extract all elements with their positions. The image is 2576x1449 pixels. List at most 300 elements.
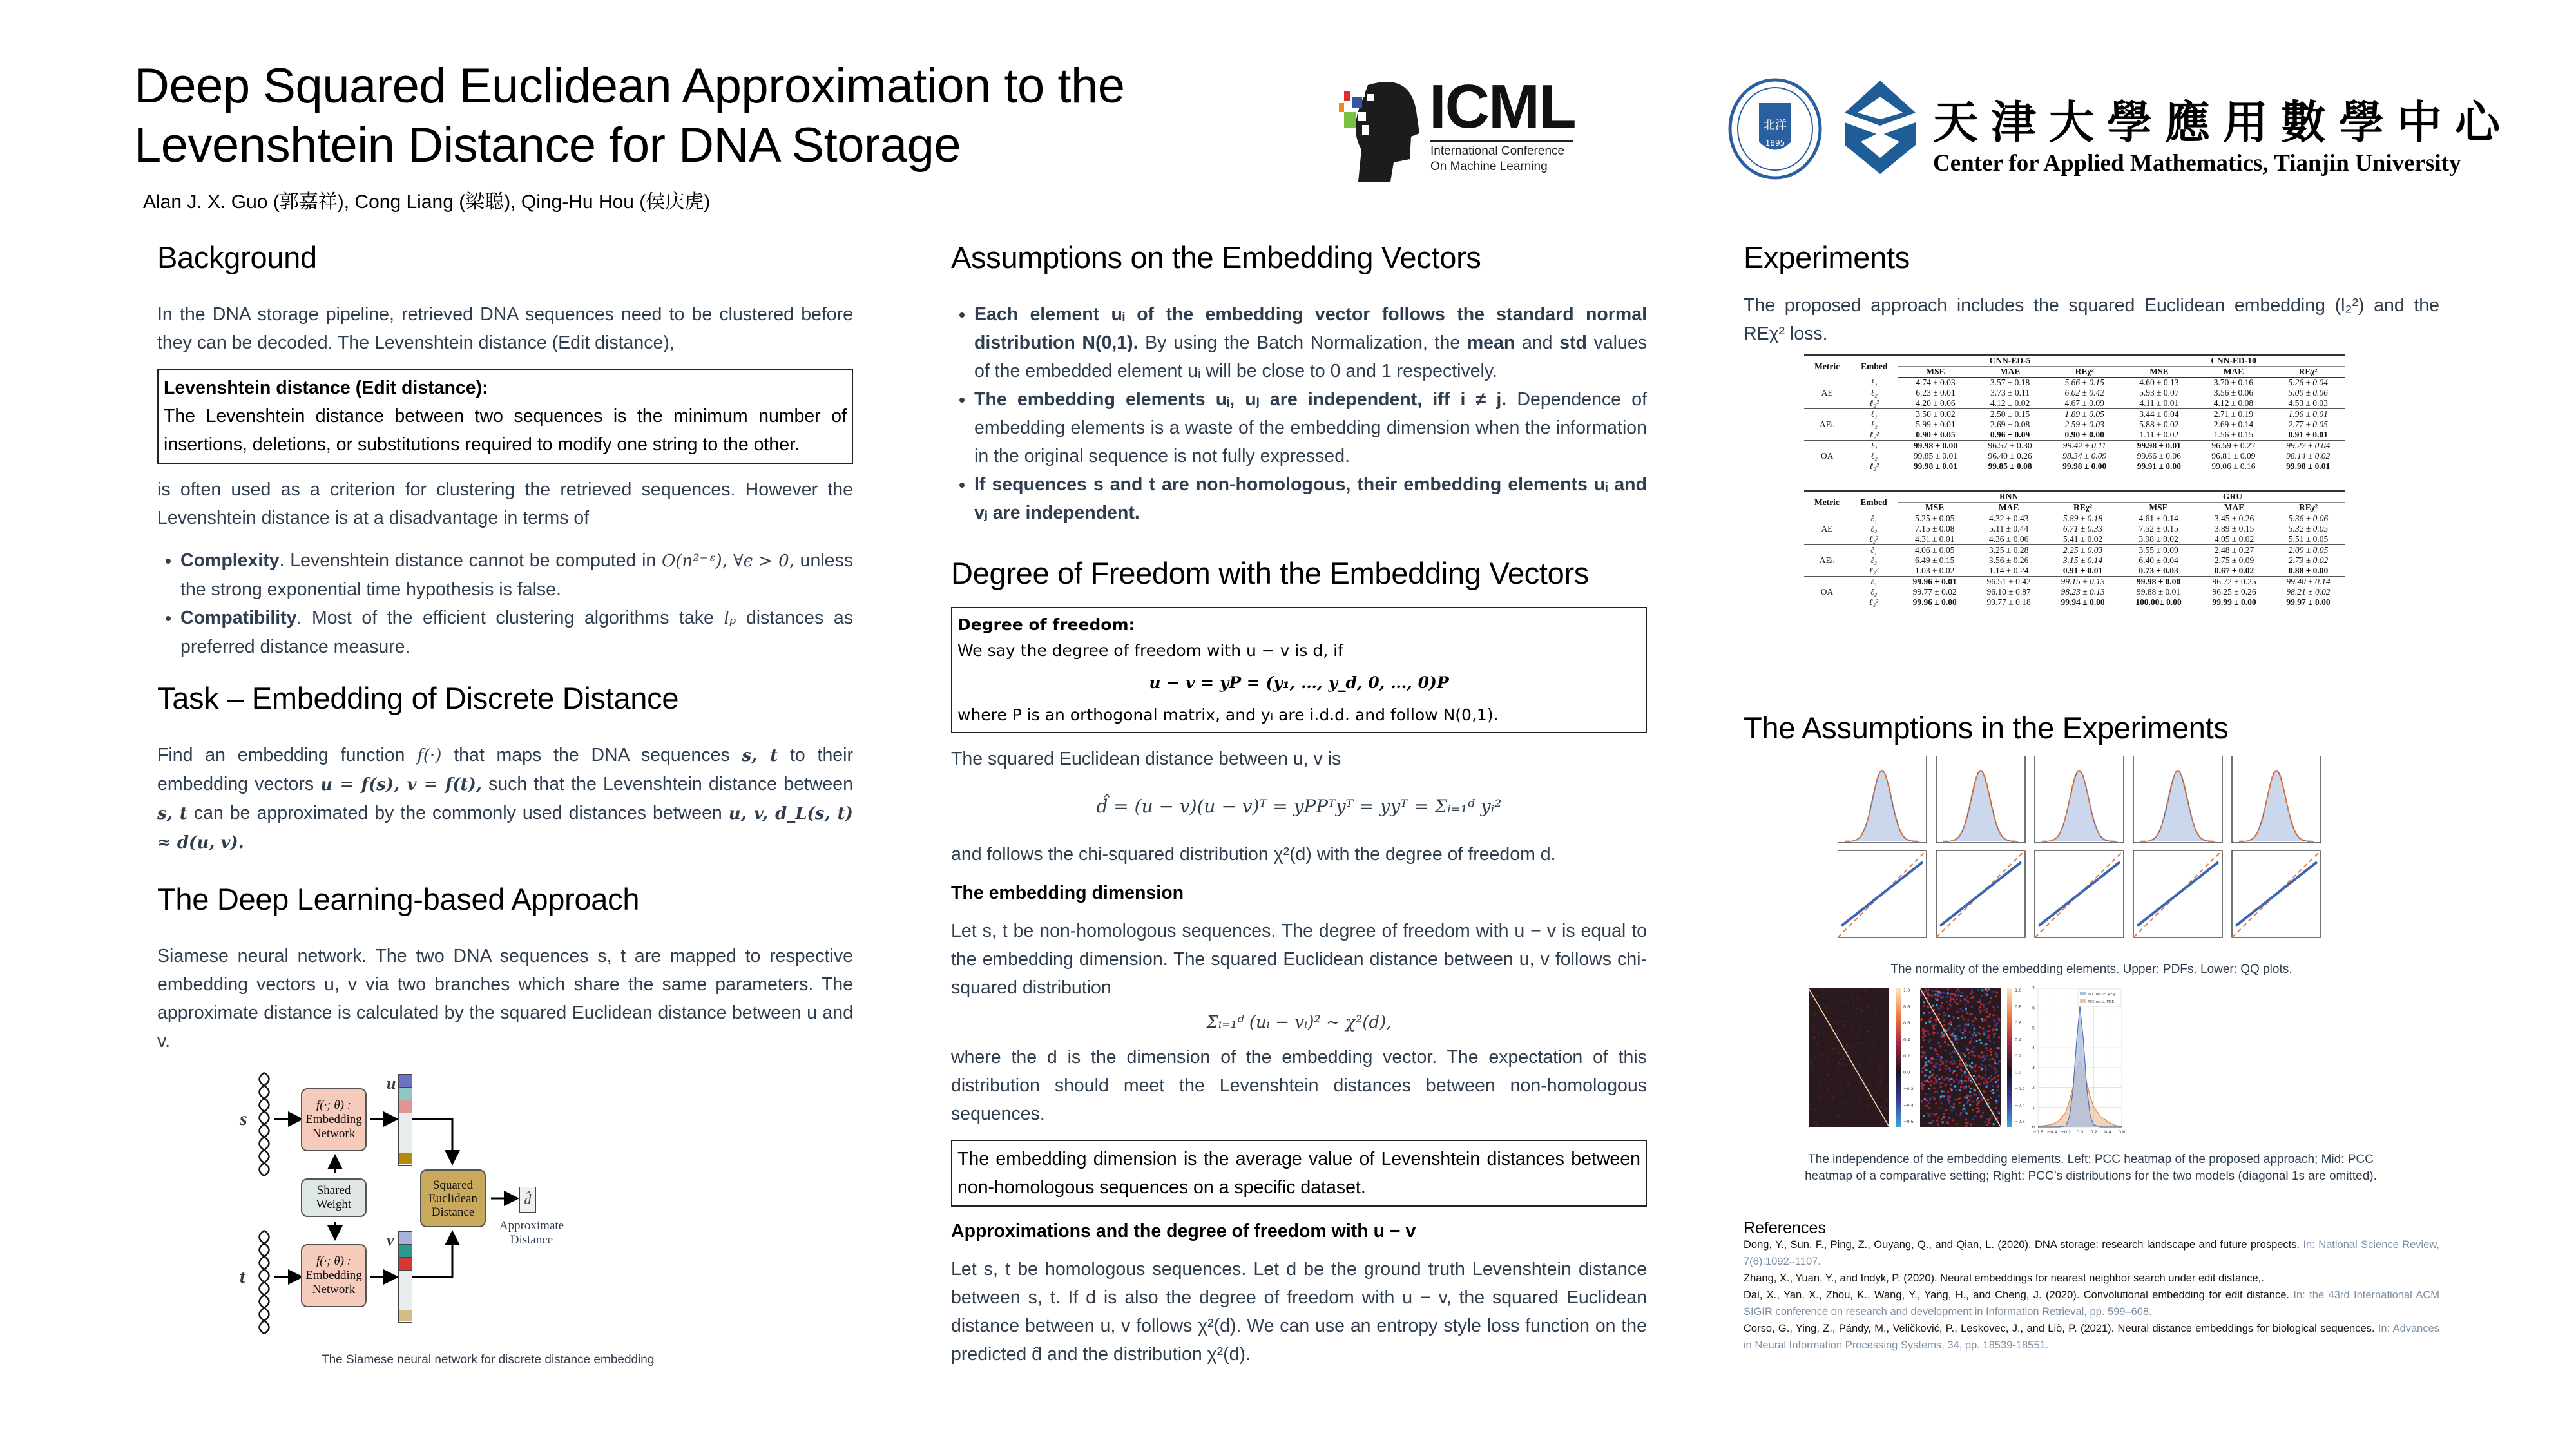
heatmap-cell [1976, 1040, 1978, 1042]
value-cell: 96.57 ± 0.30 [1988, 441, 2032, 450]
heatmap-cell [1823, 1078, 1825, 1080]
heatmap-cell [1867, 1006, 1869, 1008]
value-cell: 0.67 ± 0.02 [2197, 566, 2271, 577]
heatmap-cell [1963, 1104, 1965, 1106]
heatmap-cell [1823, 1035, 1825, 1037]
vector-v-label: v [387, 1231, 394, 1249]
value-cell: 2.09 ± 0.05 [2288, 545, 2329, 555]
heatmap-cell [1814, 1057, 1816, 1059]
emb-dim-equation: Σᵢ₌₁ᵈ (uᵢ − vᵢ)² ~ χ²(d), [1206, 1013, 1392, 1032]
heatmap-cell [1971, 1013, 1973, 1015]
value-cell: 5.11 ± 0.44 [1989, 524, 2029, 533]
heatmap-cell [1831, 1012, 1832, 1013]
heatmap-cell [1840, 1082, 1841, 1084]
heatmap-cell [1977, 1001, 1979, 1003]
heatmap-cell [1923, 1033, 1925, 1035]
heatmap-cell [1979, 1083, 1981, 1085]
heatmap-cell [1978, 1075, 1980, 1077]
value-cell: 0.91 ± 0.01 [2046, 566, 2120, 577]
x-tick-label: 0.0 [2076, 1129, 2084, 1135]
heatmap-cell [1928, 1107, 1930, 1109]
heatmap-cell [1933, 1065, 1935, 1067]
heatmap-cell [1809, 1103, 1811, 1105]
heatmap-cell [1988, 1016, 1990, 1018]
heatmap-cell [1968, 1058, 1970, 1060]
heatmap-cell [1990, 1048, 1992, 1050]
heatmap-cell [1878, 1087, 1880, 1089]
legend-swatch [2080, 992, 2086, 995]
definition-body: The Levenshtein distance between two sequences is the minimum number of insertions, deletions, or substitutions required to modify one string to the other. [164, 406, 847, 455]
embed-cell: ℓ₂² [1850, 566, 1898, 577]
heatmap-cell [1990, 1097, 1992, 1099]
heatmap-cell [1963, 1018, 1965, 1020]
heatmap-cell [1936, 1091, 1938, 1093]
heatmap-cell [1930, 995, 1932, 997]
heatmap-cell [1964, 1096, 1966, 1098]
heatmap-cell [1961, 992, 1963, 993]
value-cell: 96.40 ± 0.26 [1988, 451, 2032, 461]
heatmap-cell [1953, 1080, 1955, 1082]
heatmap-cell [1997, 1047, 1999, 1049]
heatmap-cell [1947, 1008, 1949, 1010]
heatmap-cell [1986, 1124, 1988, 1126]
heatmap-cell [1847, 1012, 1849, 1014]
heatmap-cell [1957, 1098, 1959, 1100]
heatmap-cell [1995, 1055, 1997, 1057]
value-cell: 4.67 ± 0.09 [2047, 398, 2122, 409]
heatmap-cell [1947, 1091, 1949, 1093]
icml-head-icon [1339, 72, 1423, 182]
heatmap-cell [1985, 1121, 1986, 1123]
heatmap-cell [1996, 1023, 1998, 1025]
loss-header: MSE [2120, 503, 2197, 513]
sq-after: and follows the chi-squared distribution χ²(d) with the degree of freedom d. [951, 844, 1556, 865]
heatmap-cell [1950, 1078, 1952, 1080]
value-cell: 3.73 ± 0.11 [1990, 388, 2030, 398]
heatmap-cell [1940, 1005, 1942, 1007]
value-cell: 4.12 ± 0.08 [2196, 398, 2271, 409]
value-cell: 4.60 ± 0.13 [2139, 378, 2179, 387]
heading-embedding-dimension: The embedding dimension [951, 883, 1184, 903]
heatmap-cell [1945, 1109, 1947, 1111]
table-row [1804, 430, 2345, 441]
heatmap-cell [1952, 1051, 1954, 1053]
disadvantage-list [157, 546, 853, 661]
heatmap-cell [1981, 1068, 1983, 1070]
definition-title: Levenshtein distance (Edit distance): [164, 378, 488, 398]
value-cell: 98.21 ± 0.02 [2286, 587, 2331, 597]
heatmap-cell [1979, 1093, 1981, 1095]
heatmap-cell [1954, 1035, 1956, 1037]
heatmap-cell [1929, 1039, 1931, 1041]
embed-cell: ℓ₂ [1870, 451, 1878, 461]
arrow-u-to-sq [412, 1119, 452, 1162]
heatmap-cell [1961, 1082, 1963, 1084]
heatmap-cell [1958, 990, 1960, 992]
heatmap-cell [1972, 1118, 1974, 1120]
heatmap-cell [1816, 1124, 1818, 1126]
heatmap-cell [1881, 1021, 1883, 1023]
heatmap-cell [1936, 1021, 1937, 1022]
heatmap-cell [1947, 1029, 1949, 1031]
table-row [1804, 378, 2345, 389]
heatmap-cell [1975, 1064, 1977, 1066]
heatmap-cell [1968, 1077, 1970, 1079]
value-cell: 98.34 ± 0.09 [2062, 451, 2107, 461]
heatmap-cell [1928, 1041, 1930, 1043]
heatmap-cell [1928, 1088, 1930, 1089]
heatmap-cell [1838, 1115, 1840, 1117]
heatmap-cell [1811, 997, 1812, 999]
heatmap-cell [1943, 1020, 1945, 1022]
heatmap-cell [1928, 1081, 1930, 1083]
heatmap-cell [1859, 1064, 1861, 1066]
value-cell: 99.06 ± 0.16 [2196, 461, 2271, 472]
table-row [1804, 524, 2345, 534]
embed-cell: ℓ₁ [1870, 441, 1878, 450]
heatmap-cell [1966, 996, 1968, 998]
heatmap-cell [1993, 1019, 1995, 1021]
value-cell: 99.42 ± 0.11 [2062, 441, 2106, 450]
y-tick-label: 0 [2032, 1124, 2035, 1129]
heatmap-cell [1956, 1042, 1958, 1044]
heatmap-cell [1985, 1043, 1987, 1045]
heatmap-cell [1966, 1012, 1968, 1014]
heatmap-cell [1979, 1057, 1981, 1059]
value-cell: 99.98 ± 0.00 [1913, 441, 1957, 450]
col-embed: Embed [1850, 491, 1898, 513]
value-cell: 4.74 ± 0.03 [1916, 378, 1956, 387]
embed-cell: ℓ₂ [1870, 587, 1878, 597]
value-cell: 2.48 ± 0.27 [2214, 545, 2254, 555]
embed-cell: ℓ₁ [1870, 513, 1878, 523]
heatmap-cell [1935, 1102, 1937, 1104]
heatmap-cell [1981, 1064, 1983, 1066]
x-tick-label: −0.4 [2046, 1129, 2057, 1135]
heatmap-cell [1941, 1076, 1943, 1078]
table-row [1804, 597, 2345, 608]
loss-header: MAE [2197, 503, 2271, 513]
heatmap-cell [1993, 1035, 1995, 1037]
heatmap-cell [1812, 1037, 1814, 1039]
heatmap-cell [1960, 995, 1962, 997]
heading-background: Background [157, 240, 317, 274]
output-d-hat: d̂ [519, 1187, 536, 1213]
heatmap-cell [1867, 1030, 1869, 1032]
heatmap-cell [1925, 1075, 1927, 1077]
heatmap-cell [1975, 1078, 1977, 1080]
loss-header: REχ² [2271, 503, 2345, 513]
heatmap-cell [1939, 991, 1941, 993]
heatmap-cell [1921, 1082, 1923, 1084]
heatmap-cell [1929, 1019, 1931, 1021]
heatmap-cell [1963, 1087, 1965, 1089]
heatmap-cell [1995, 995, 1997, 997]
heatmap-cell [1923, 1080, 1925, 1082]
heatmap-cell [1981, 1051, 1983, 1053]
heatmap-cell [1943, 1091, 1945, 1093]
heatmap-cell [1881, 1063, 1883, 1065]
heatmap-cell [1932, 1073, 1934, 1075]
heatmap-cell [1957, 988, 1959, 990]
heading-approximations: Approximations and the degree of freedom with u − v [951, 1221, 1416, 1242]
heatmap-cell [1997, 1006, 1999, 1008]
heatmap-cell [1838, 1062, 1840, 1064]
metric-cell: AEₕ [1804, 545, 1850, 577]
y-tick-label: 3 [2032, 1064, 2035, 1070]
value-cell: 99.77 ± 0.18 [1972, 597, 2046, 608]
value-cell: 5.88 ± 0.02 [2139, 419, 2179, 429]
value-cell: 99.98 ± 0.01 [2137, 441, 2181, 450]
heatmap-cell [1859, 1025, 1861, 1027]
heatmap-cell [1955, 1038, 1957, 1040]
heatmap-cell [1995, 1025, 1997, 1027]
value-cell: 0.90 ± 0.00 [2047, 430, 2122, 441]
value-cell: 5.26 ± 0.04 [2288, 378, 2328, 387]
heatmap-cell [1969, 1091, 1971, 1093]
heatmap-cell [1974, 1055, 1976, 1057]
heatmap-cell [1952, 993, 1954, 995]
heatmap-cell [1934, 1091, 1936, 1093]
value-cell: 96.51 ± 0.42 [1986, 577, 2031, 586]
x-tick-label: −0.6 [2033, 1129, 2043, 1135]
heatmap-cell [1986, 1011, 1988, 1013]
heatmap-cell [1996, 992, 1998, 994]
heatmap-cell [1959, 1089, 1961, 1091]
heatmap-cell [1924, 1035, 1926, 1037]
heatmap-cell [1959, 1052, 1961, 1054]
heatmap-cell [1920, 1019, 1922, 1021]
heatmap-cell [1951, 1109, 1953, 1111]
heatmap-cell [1840, 1101, 1841, 1103]
pcc-distribution-chart [2032, 986, 2125, 1135]
value-cell: 99.40 ± 0.14 [2286, 577, 2331, 586]
heatmap-cell [1953, 1106, 1955, 1108]
y-tick-label: 2 [2032, 1084, 2035, 1090]
column-right [1744, 238, 2439, 348]
heatmap-cell [1967, 1001, 1969, 1003]
heatmap-cell [1985, 1079, 1987, 1081]
heatmap-cell [1975, 1115, 1977, 1117]
heatmap-cell [1929, 1075, 1931, 1077]
value-cell: 0.90 ± 0.05 [1898, 430, 1973, 441]
heatmap-cell [1984, 1044, 1986, 1046]
heatmap-cell [1924, 1099, 1926, 1100]
heatmap-cell [1979, 1039, 1981, 1041]
value-cell: 5.99 ± 0.01 [1916, 419, 1956, 429]
heatmap-cell [1986, 1055, 1988, 1057]
heatmap-cell [1964, 1030, 1966, 1032]
heatmap-cell [1930, 1122, 1932, 1124]
heatmap-cell [1942, 996, 1944, 998]
value-cell: 6.02 ± 0.42 [2064, 388, 2104, 398]
value-cell: 2.25 ± 0.03 [2062, 545, 2103, 555]
heatmap-cell [1879, 1079, 1881, 1080]
heatmap-cell [1925, 1057, 1927, 1059]
heatmap-cell [1880, 991, 1882, 993]
value-cell: 2.73 ± 0.02 [2288, 555, 2329, 565]
value-cell: 0.96 ± 0.09 [1973, 430, 2048, 441]
approx-text: Let s, t be homologous sequences. Let d be the ground truth Levenshtein distance between s, t. If d is also the degree of freedom with u − v, the squared Euclidean distance between u, v follows χ²(d). We can use an entropy style loss function on the predicted d̂ and the distribution χ²(d). [951, 1259, 1647, 1365]
heatmap-cell [1843, 1119, 1845, 1121]
cam-english-name: Center for Applied Mathematics, Tianjin University [1933, 150, 2461, 177]
results-table-1 [1804, 490, 2345, 608]
heatmap-cell [1926, 1099, 1928, 1101]
heatmap-cell [1928, 1115, 1930, 1117]
table-row [1804, 388, 2345, 398]
heatmap-cell [1989, 1059, 1991, 1060]
cam-chinese-name: 天津大學應用數學中心 [1933, 95, 2513, 149]
heatmap-cell [1990, 1066, 1992, 1068]
heatmap-cell [1966, 1097, 1968, 1099]
heatmap-cell [1834, 1010, 1836, 1012]
colorbar-tick: 0.0 [2015, 1070, 2022, 1075]
heatmap-cell [1957, 1011, 1959, 1013]
value-cell: 0.73 ± 0.03 [2120, 566, 2197, 577]
heatmap-cell [1957, 1049, 1959, 1051]
heatmap-cell [1950, 1106, 1952, 1108]
heatmap-cell [1843, 1020, 1845, 1022]
embedding-network-bottom: f(·; θ) : Embedding Network [301, 1244, 367, 1307]
heading-experiments: Experiments [1744, 240, 1910, 274]
heatmap-cell [1972, 1051, 1974, 1053]
heatmap-cell [1988, 1025, 1990, 1027]
value-cell: 5.66 ± 0.15 [2064, 378, 2104, 387]
heatmap-cell [1929, 1097, 1931, 1099]
heading-assumptions: Assumptions on the Embedding Vectors [951, 240, 1481, 274]
heatmap-cell [1953, 1103, 1955, 1105]
heatmap-cell [1843, 1000, 1845, 1002]
heatmap-cell [1923, 1001, 1925, 1003]
heatmap-cell [1988, 1119, 1990, 1121]
table-row [1804, 398, 2345, 409]
y-tick-label: 1 [2032, 1104, 2035, 1110]
embed-cell: ℓ₁ [1870, 409, 1878, 419]
heatmap-cell [1920, 995, 1922, 997]
value-cell: 3.56 ± 0.06 [2213, 388, 2254, 398]
value-cell: 4.12 ± 0.02 [1973, 398, 2048, 409]
heatmap-cell [1956, 1074, 1957, 1076]
col-metric: Metric [1804, 491, 1850, 513]
heatmap-cell [1956, 1079, 1957, 1080]
heatmap-cell [1883, 1041, 1885, 1042]
heatmap-cell [1982, 1060, 1984, 1062]
heatmap-cell [1957, 1003, 1959, 1004]
svg-text:北洋: 北洋 [1764, 119, 1787, 132]
heatmap-cell [1957, 1017, 1959, 1019]
embed-cell: ℓ₂² [1850, 430, 1898, 441]
colorbar-tick: 0.2 [1903, 1053, 1910, 1059]
heatmap-cell [1960, 1000, 1962, 1002]
heatmap-cell [1966, 1112, 1968, 1114]
heatmap-cell [1981, 1056, 1983, 1058]
table-row [1804, 555, 2345, 566]
heatmap-cell [1958, 1082, 1960, 1084]
value-cell: 3.55 ± 0.09 [2139, 545, 2178, 555]
heatmap-cell [1966, 1125, 1968, 1127]
tju-seal-icon [1727, 77, 1823, 180]
heatmap-colorbar [1896, 988, 1901, 1127]
heatmap-cell [1870, 1057, 1872, 1059]
heatmap-cell [1818, 1033, 1820, 1035]
heatmap-cell [1932, 1057, 1934, 1059]
heatmap-cell [1965, 1087, 1967, 1089]
section-experiments [1744, 238, 2439, 348]
chart-legend [2078, 990, 2120, 1006]
heatmap-cell [1945, 1068, 1947, 1070]
heatmap-cell [1977, 989, 1979, 991]
heatmap-cell [1984, 1058, 1986, 1060]
heatmap-cell [1927, 1006, 1929, 1008]
model-header: CNN-ED-5 [1898, 355, 2122, 367]
heatmap-cell [1993, 1033, 1995, 1035]
heatmap-cell [1965, 1076, 1967, 1078]
section-task [157, 679, 853, 857]
heatmap-cell [1990, 1090, 1992, 1092]
heatmap-cell [1989, 1013, 1991, 1015]
embed-cell: ℓ₂² [1850, 461, 1898, 472]
value-cell: 7.15 ± 0.08 [1914, 524, 1955, 533]
heatmap-cell [1956, 998, 1958, 1000]
heatmap-cell [1928, 1077, 1930, 1079]
heatmap-cell [1967, 1024, 1969, 1026]
heatmap-cell [1974, 1066, 1976, 1068]
section-assumptions [951, 238, 1647, 527]
heatmap-cell [1948, 1117, 1950, 1118]
heatmap-cell [1943, 1079, 1945, 1081]
heatmap-cell [1996, 1089, 1998, 1091]
heatmap-cell [1990, 1051, 1992, 1053]
value-cell: 99.66 ± 0.06 [2137, 451, 2181, 461]
value-cell: 99.99 ± 0.00 [2197, 597, 2271, 608]
heatmap-cell [1989, 1040, 1991, 1042]
value-cell: 3.57 ± 0.18 [1990, 378, 2030, 387]
heatmap-cell [1970, 993, 1972, 995]
heatmap-cell [1948, 1015, 1950, 1017]
heatmap-cell [1820, 1019, 1821, 1021]
heatmap-cell [1881, 1050, 1883, 1051]
heatmap-cell [1937, 1032, 1939, 1034]
colorbar-tick: −0.2 [2015, 1086, 2025, 1091]
value-cell: 4.06 ± 0.05 [1914, 545, 1955, 555]
heatmap-cell [1956, 1113, 1957, 1115]
heatmap-cell [1952, 1035, 1954, 1037]
heatmap-cell [1939, 1099, 1941, 1100]
heatmap-cell [1953, 1060, 1955, 1062]
value-cell: 1.03 ± 0.02 [1898, 566, 1972, 577]
heatmap-cell [1943, 1024, 1945, 1026]
heatmap-cell [1929, 1021, 1931, 1023]
heatmap-cell [1927, 1104, 1928, 1106]
heatmap-cell [1934, 1077, 1936, 1079]
x-tick-label: −0.2 [2061, 1129, 2071, 1135]
heatmap-cell [1811, 1070, 1813, 1072]
heatmap-cell [1825, 1006, 1827, 1008]
reference-item: Corso, G., Ying, Z., Pándy, M., Veličković, P., Leskovec, J., and Liò, P. (2021). Neural distance embeddings for biological sequences. In: Advances in Neural Information Processing Systems, 34, pp. 18539-18551. [1744, 1323, 2439, 1351]
heatmap-cell [1946, 1060, 1948, 1062]
heatmap-cell [1975, 1070, 1977, 1072]
heatmap-cell [1950, 1024, 1952, 1026]
heatmap-cell [1952, 1063, 1954, 1065]
experiments-intro: The proposed approach includes the squared Euclidean embedding (l₂²) and the REχ² loss. [1744, 295, 2439, 344]
heatmap-cell [1932, 990, 1934, 992]
value-cell: 99.15 ± 0.13 [2061, 577, 2105, 586]
heatmap-cell [1947, 1044, 1949, 1046]
heatmap-cell [1956, 990, 1957, 992]
heatmap-cell [1939, 1045, 1941, 1047]
heatmap-cell [1935, 1059, 1937, 1060]
heatmap-cell [1945, 1038, 1946, 1040]
